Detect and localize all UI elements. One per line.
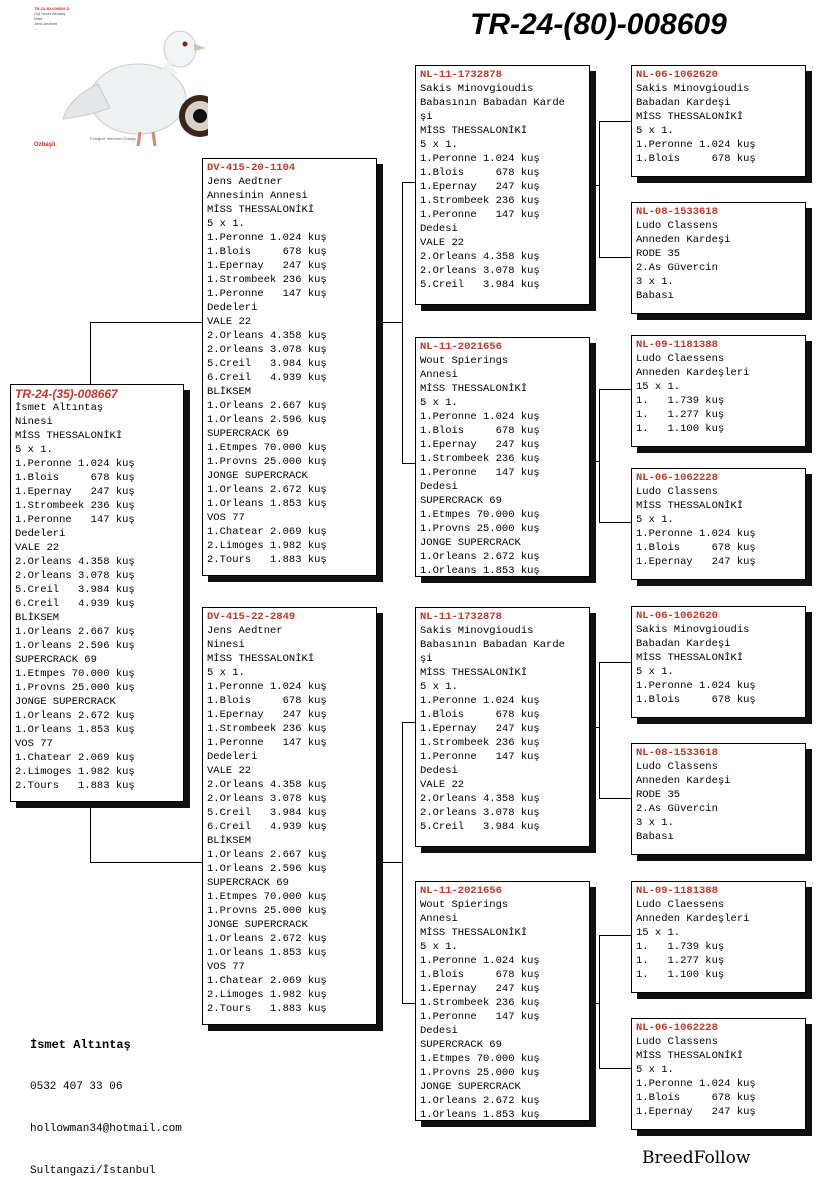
pedigree-line: 1.Chatear 2.069 kuş [207, 526, 327, 538]
pedigree-line: 1.Strombeek 236 kuş [207, 274, 327, 286]
pedigree-line: 1.Etmpes 70.000 kuş [420, 1053, 540, 1065]
photo-mini-text [34, 6, 90, 31]
pedigree-line: 2.Orleans 3.078 kuş [420, 265, 540, 277]
pedigree-line: 1.Orleans 2.667 kuş [15, 626, 135, 638]
pedigree-line: 6.Creil 4.939 kuş [15, 598, 135, 610]
pedigree-line: 5 x 1. [636, 125, 674, 137]
pedigree-line: 1.Orleans 1.853 kuş [420, 565, 540, 577]
pedigree-line: 5 x 1. [15, 444, 53, 456]
pedigree-line: MİSS THESSALONİKİ [636, 652, 744, 664]
ring-number: NL-06-1062620 [636, 610, 718, 622]
pedigree-line: 1. 1.100 kuş [636, 423, 725, 435]
pedigree-box-great-great-grandparent [631, 881, 806, 993]
pedigree-line: JONGE SUPERCRACK [15, 696, 116, 708]
pedigree-line: Ludo Claessens [636, 353, 725, 365]
ring-number: NL-11-1732878 [420, 69, 502, 81]
pedigree-line: 1.Peronne 147 kuş [420, 209, 540, 221]
connector-line [377, 862, 403, 863]
pedigree-line: 1.Orleans 2.596 kuş [207, 863, 327, 875]
pedigree-line: 1.Blois 678 kuş [420, 969, 540, 981]
connector-line [599, 522, 633, 523]
pedigree-line: 1. 1.277 kuş [636, 955, 725, 967]
pedigree-line: 1.Orleans 2.672 kuş [207, 933, 327, 945]
connector-line [599, 257, 633, 258]
pedigree-line: Anneden Kardeşleri [636, 367, 750, 379]
pedigree-line: BLİKSEM [15, 612, 60, 624]
pedigree-line: Babadan Kardeşi [636, 97, 731, 109]
pedigree-line: 1.Epernay 247 kuş [420, 723, 540, 735]
pedigree-line: 1.Peronne 147 kuş [420, 751, 540, 763]
pedigree-line: 1.Orleans 2.667 kuş [207, 849, 327, 861]
pedigree-line: 1.Etmpes 70.000 kuş [15, 668, 135, 680]
pedigree-line: 6.Creil 4.939 kuş [207, 821, 327, 833]
ring-number: NL-06-1062228 [636, 1022, 718, 1034]
pedigree-line: VOS 77 [207, 512, 245, 524]
pedigree-line: 1.Blois 678 kuş [207, 246, 327, 258]
pedigree-line: 1.Blois 678 kuş [420, 425, 540, 437]
pedigree-line: MİSS THESSALONİKİ [207, 653, 315, 665]
pedigree-line: 5 x 1. [636, 514, 674, 526]
pedigree-line: 1.Blois 678 kuş [636, 1092, 756, 1104]
pedigree-line: 1.Peronne 1.024 kuş [207, 681, 327, 693]
pedigree-line: VALE 22 [15, 542, 60, 554]
pedigree-line: VOS 77 [207, 961, 245, 973]
pedigree-line: MİSS THESSALONİKİ [636, 111, 744, 123]
pedigree-line: 2.Tours 1.883 kuş [15, 780, 135, 792]
ring-number: DV-415-20-1104 [207, 162, 296, 174]
pedigree-line: Sakis Minovgioudis [420, 625, 534, 637]
pedigree-line: Babası [636, 290, 674, 302]
pedigree-line: SUPERCRACK 69 [15, 654, 97, 666]
pedigree-line: 1.Orleans 1.853 kuş [420, 1109, 540, 1121]
pedigree-line: 1.Peronne 1.024 kuş [636, 139, 756, 151]
pedigree-line: 1.Epernay 247 kuş [420, 439, 540, 451]
pedigree-line: 2.Orleans 3.078 kuş [207, 793, 327, 805]
pedigree-line: VALE 22 [420, 779, 465, 791]
pedigree-line: 5.Creil 3.984 kuş [420, 821, 540, 833]
pedigree-line: şi [420, 111, 433, 123]
pedigree-line: 1.Peronne 147 kuş [420, 467, 540, 479]
pedigree-line: 1.Peronne 147 kuş [207, 288, 327, 300]
pedigree-line: Ludo Claessens [636, 899, 725, 911]
connector-line [599, 121, 600, 258]
pedigree-line: 1.Orleans 1.853 kuş [15, 724, 135, 736]
pedigree-line: 1.Provns 25.000 kuş [420, 523, 540, 535]
pedigree-line: Jens Aedtner [207, 176, 283, 188]
connector-line [599, 662, 633, 663]
pedigree-line: Wout Spierings [420, 899, 509, 911]
pedigree-line: Dedesi [420, 1025, 458, 1037]
pigeon-photo [28, 4, 208, 156]
pedigree-line: 1.Strombeek 236 kuş [207, 723, 327, 735]
pedigree-line: 2.Orleans 4.358 kuş [207, 779, 327, 791]
pedigree-line: 1.Peronne 1.024 kuş [636, 680, 756, 692]
pedigree-line: 1.Blois 678 kuş [636, 694, 756, 706]
pedigree-line: 2.As Güvercin [636, 803, 718, 815]
pedigree-title: TR-24-(80)-008609 [470, 8, 727, 41]
pedigree-line: 2.Orleans 3.078 kuş [420, 807, 540, 819]
pedigree-line: Dedesi [420, 765, 458, 777]
pedigree-line: Babadan Kardeşi [636, 638, 731, 650]
pedigree-line: BLİKSEM [207, 386, 252, 398]
pedigree-line: 15 x 1. [636, 381, 681, 393]
pedigree-line: SUPERCRACK 69 [207, 877, 289, 889]
pedigree-line: 1.Epernay 247 kuş [207, 260, 327, 272]
pedigree-line: 5 x 1. [420, 941, 458, 953]
pedigree-line: 1.Provns 25.000 kuş [15, 682, 135, 694]
pedigree-line: 1.Orleans 2.672 kuş [420, 1095, 540, 1107]
connector-line [599, 935, 600, 1069]
pedigree-line: MİSS THESSALONİKİ [420, 125, 528, 137]
pedigree-line: Babasının Babadan Karde [420, 97, 565, 109]
pedigree-line: 5 x 1. [420, 397, 458, 409]
pedigree-line: 2.As Güvercin [636, 262, 718, 274]
pedigree-line: 5.Creil 3.984 kuş [207, 358, 327, 370]
pedigree-line: 1.Blois 678 kuş [636, 542, 756, 554]
photo-mini-line: Jens Aedtner [34, 21, 58, 26]
pedigree-line: 5 x 1. [420, 681, 458, 693]
pedigree-line: 1.Orleans 1.853 kuş [207, 947, 327, 959]
pedigree-line: MİSS THESSALONİKİ [207, 204, 315, 216]
pedigree-line: 5 x 1. [420, 139, 458, 151]
pedigree-line: 1.Blois 678 kuş [15, 472, 135, 484]
pedigree-line: 3 x 1. [636, 817, 674, 829]
pedigree-line: Jens Aedtner [207, 625, 283, 637]
pedigree-line: MİSS THESSALONİKİ [420, 383, 528, 395]
brand-watermark: BreedFollow [642, 1148, 751, 1168]
pedigree-line: MİSS THESSALONİKİ [636, 500, 744, 512]
pedigree-line: 1.Strombeek 236 kuş [420, 195, 540, 207]
connector-line [402, 182, 403, 464]
pedigree-line: 1.Peronne 1.024 kuş [636, 1078, 756, 1090]
owner-phone: 0532 407 33 06 [30, 1081, 123, 1093]
pedigree-line: 1.Provns 25.000 kuş [207, 456, 327, 468]
pedigree-box-great-great-grandparent [631, 1018, 806, 1130]
pedigree-line: 1.Peronne 1.024 kuş [420, 153, 540, 165]
pedigree-line: 2.Orleans 4.358 kuş [207, 330, 327, 342]
pedigree-line: RODE 35 [636, 789, 681, 801]
pedigree-line: 2.Orleans 3.078 kuş [207, 344, 327, 356]
pedigree-line: 1.Strombeek 236 kuş [420, 737, 540, 749]
pedigree-line: 5.Creil 3.984 kuş [420, 279, 540, 291]
pedigree-line: 1.Etmpes 70.000 kuş [207, 891, 327, 903]
connector-line [402, 722, 403, 1004]
pedigree-line: 1.Epernay 247 kuş [636, 1106, 756, 1118]
pedigree-line: MİSS THESSALONİKİ [420, 927, 528, 939]
pedigree-line: MİSS THESSALONİKİ [636, 1050, 744, 1062]
pedigree-box-great-grandparent [415, 881, 590, 1121]
pedigree-line: 1.Chatear 2.069 kuş [207, 975, 327, 987]
pedigree-line: Sakis Minovgioudis [420, 83, 534, 95]
connector-line [599, 389, 633, 390]
pedigree-line: 1.Blois 678 kuş [636, 153, 756, 165]
pedigree-line: VOS 77 [15, 738, 53, 750]
pedigree-line: 2.Orleans 4.358 kuş [15, 556, 135, 568]
pedigree-line: 1.Etmpes 70.000 kuş [207, 442, 327, 454]
pedigree-line: 2.Tours 1.883 kuş [207, 1003, 327, 1015]
ring-number: NL-08-1533618 [636, 747, 718, 759]
pedigree-line: 1.Orleans 2.672 kuş [207, 484, 327, 496]
pedigree-box-great-great-grandparent [631, 335, 806, 447]
pedigree-line: 5 x 1. [207, 667, 245, 679]
pedigree-line: Sakis Minovgioudis [636, 624, 750, 636]
pedigree-line: 1.Peronne 147 kuş [15, 514, 135, 526]
pedigree-line: 1.Orleans 2.596 kuş [15, 640, 135, 652]
pedigree-line: 1.Strombeek 236 kuş [15, 500, 135, 512]
pedigree-line: Anneden Kardeşi [636, 775, 731, 787]
pedigree-line: 1.Etmpes 70.000 kuş [420, 509, 540, 521]
ring-number: NL-09-1181388 [636, 339, 718, 351]
pedigree-line: 1.Provns 25.000 kuş [207, 905, 327, 917]
connector-line [377, 322, 403, 323]
photo-mini-ring: TR-23-80-008609 D [34, 6, 70, 11]
pedigree-line: 2.Tours 1.883 kuş [207, 554, 327, 566]
pedigree-line: Dedesi [420, 481, 458, 493]
pedigree-line: Ludo Classens [636, 1036, 718, 1048]
pedigree-line: 1.Peronne 147 kuş [207, 737, 327, 749]
pedigree-line: VALE 22 [207, 765, 252, 777]
pedigree-box-sire [10, 384, 184, 802]
pedigree-line: Dedesi [420, 223, 458, 235]
pedigree-line: 1. 1.739 kuş [636, 941, 725, 953]
ring-number: NL-06-1062228 [636, 472, 718, 484]
pedigree-line: Babası [636, 831, 674, 843]
pedigree-box-great-grandparent [415, 65, 590, 305]
pedigree-line: 2.Orleans 3.078 kuş [15, 570, 135, 582]
owner-info [30, 1010, 182, 1192]
pedigree-box-great-great-grandparent [631, 202, 806, 314]
pedigree-line: 1.Blois 678 kuş [420, 167, 540, 179]
connector-line [599, 1068, 633, 1069]
pedigree-line: 1.Orleans 2.667 kuş [207, 400, 327, 412]
pedigree-line: Babasının Babadan Karde [420, 639, 565, 651]
pedigree-line: Ludo Classens [636, 220, 718, 232]
pedigree-line: 1.Orleans 1.853 kuş [207, 498, 327, 510]
pedigree-line: Dedeleri [207, 751, 258, 763]
pedigree-line: Sakis Minovgioudis [636, 83, 750, 95]
pedigree-line: 2.Orleans 4.358 kuş [420, 793, 540, 805]
pedigree-line: 1.Peronne 147 kuş [420, 1011, 540, 1023]
pedigree-line: şi [420, 653, 433, 665]
owner-email: hollowman34@hotmail.com [30, 1123, 182, 1135]
connector-line [90, 800, 91, 863]
pedigree-line: Ludo Classens [636, 761, 718, 773]
connector-line [599, 121, 633, 122]
pedigree-line: İsmet Altıntaş [15, 402, 104, 414]
pedigree-line: 5.Creil 3.984 kuş [207, 807, 327, 819]
pedigree-line: 1.Epernay 247 kuş [420, 983, 540, 995]
connector-line [599, 662, 600, 799]
connector-line [90, 322, 206, 323]
pedigree-line: 1.Strombeek 236 kuş [420, 997, 540, 1009]
pedigree-line: JONGE SUPERCRACK [207, 919, 308, 931]
pedigree-line: 1.Chatear 2.069 kuş [15, 752, 135, 764]
pedigree-line: 1.Epernay 247 kuş [207, 709, 327, 721]
pedigree-line: 1.Orleans 2.672 kuş [420, 551, 540, 563]
pedigree-line: Anneden Kardeşleri [636, 913, 750, 925]
photo-mini-line: ... [34, 26, 38, 31]
pedigree-line: 1.Epernay 247 kuş [15, 486, 135, 498]
pedigree-line: 2.Limoges 1.982 kuş [207, 989, 327, 1001]
pedigree-box-grandparent [202, 158, 377, 576]
pedigree-box-great-great-grandparent [631, 606, 806, 718]
pedigree-line: 2.Orleans 4.358 kuş [420, 251, 540, 263]
pedigree-line: 1.Peronne 1.024 kuş [636, 528, 756, 540]
ring-number: NL-06-1062620 [636, 69, 718, 81]
pedigree-line: 1. 1.277 kuş [636, 409, 725, 421]
pedigree-line: 3 x 1. [636, 276, 674, 288]
pedigree-box-grandparent [202, 607, 377, 1025]
pedigree-line: SUPERCRACK 69 [420, 1039, 502, 1051]
ring-number: NL-09-1181388 [636, 885, 718, 897]
pedigree-line: 2.Limoges 1.982 kuş [207, 540, 327, 552]
pedigree-line: Anneden Kardeşi [636, 234, 731, 246]
pedigree-line: Ninesi [207, 639, 245, 651]
pedigree-line: MİSS THESSALONİKİ [15, 430, 123, 442]
pedigree-line: Ninesi [15, 416, 53, 428]
pedigree-line: MİSS THESSALONİKİ [420, 667, 528, 679]
pedigree-box-great-great-grandparent [631, 743, 806, 855]
pedigree-line: JONGE SUPERCRACK [207, 470, 308, 482]
pedigree-line: 6.Creil 4.939 kuş [207, 372, 327, 384]
pedigree-line: 1. 1.739 kuş [636, 395, 725, 407]
pedigree-line: 1. 1.100 kuş [636, 969, 725, 981]
pedigree-box-great-great-grandparent [631, 468, 806, 580]
pedigree-line: 1.Epernay 247 kuş [420, 181, 540, 193]
pedigree-line: 1.Peronne 1.024 kuş [420, 955, 540, 967]
connector-line [599, 389, 600, 523]
ring-number: NL-11-1732878 [420, 611, 502, 623]
pedigree-line: 2.Limoges 1.982 kuş [15, 766, 135, 778]
pedigree-line: 1.Peronne 1.024 kuş [15, 458, 135, 470]
ring-number: NL-11-2021656 [420, 341, 502, 353]
pedigree-line: 1.Epernay 247 kuş [636, 556, 756, 568]
pedigree-box-great-great-grandparent [631, 65, 806, 177]
pedigree-line: Annesi [420, 369, 458, 381]
ring-number: NL-08-1533618 [636, 206, 718, 218]
pedigree-line: 1.Strombeek 236 kuş [420, 453, 540, 465]
connector-line [90, 862, 206, 863]
owner-name: İsmet Altıntaş [30, 1038, 131, 1052]
pedigree-line: Dedeleri [15, 528, 66, 540]
pedigree-line: SUPERCRACK 69 [420, 495, 502, 507]
pedigree-line: SUPERCRACK 69 [207, 428, 289, 440]
connector-line [599, 935, 633, 936]
pedigree-box-great-grandparent [415, 607, 590, 847]
ring-number: NL-11-2021656 [420, 885, 502, 897]
photo-mini-line: Orji İsmet Altıntaş [34, 11, 66, 16]
pedigree-line: JONGE SUPERCRACK [420, 537, 521, 549]
ring-number: TR-24-(35)-008667 [15, 387, 118, 401]
photo-logo: Ozbaşlı [34, 142, 56, 148]
pedigree-line: Annesi [420, 913, 458, 925]
connector-line [90, 322, 91, 384]
pedigree-line: 5 x 1. [636, 1064, 674, 1076]
pedigree-line: 1.Peronne 1.024 kuş [420, 695, 540, 707]
pedigree-line: VALE 22 [207, 316, 252, 328]
pedigree-line: 15 x 1. [636, 927, 681, 939]
photo-caption: Fotoğraf: Mehmet Özbaşlı [90, 136, 137, 141]
pedigree-line: 1.Orleans 2.596 kuş [207, 414, 327, 426]
pedigree-line: 1.Blois 678 kuş [420, 709, 540, 721]
pedigree-line: RODE 35 [636, 248, 681, 260]
pedigree-line: 1.Provns 25.000 kuş [420, 1067, 540, 1079]
photo-mini-line: Nine [34, 16, 43, 21]
pedigree-line: Ludo Classens [636, 486, 718, 498]
pedigree-line: Wout Spierings [420, 355, 509, 367]
pedigree-line: BLİKSEM [207, 835, 252, 847]
owner-city: Sultangazi/İstanbul [30, 1165, 156, 1177]
pedigree-line: Annesinin Annesi [207, 190, 308, 202]
pedigree-box-great-grandparent [415, 337, 590, 577]
pedigree-line: 5 x 1. [207, 218, 245, 230]
pedigree-line: 5 x 1. [636, 666, 674, 678]
pedigree-line: 1.Peronne 1.024 kuş [420, 411, 540, 423]
connector-line [599, 798, 633, 799]
pedigree-line: 5.Creil 3.984 kuş [15, 584, 135, 596]
pedigree-line: 1.Orleans 2.672 kuş [15, 710, 135, 722]
pedigree-line: 1.Blois 678 kuş [207, 695, 327, 707]
pedigree-line: VALE 22 [420, 237, 465, 249]
pedigree-line: Dedeleri [207, 302, 258, 314]
ring-number: DV-415-22-2849 [207, 611, 296, 623]
pedigree-line: 1.Peronne 1.024 kuş [207, 232, 327, 244]
pedigree-line: JONGE SUPERCRACK [420, 1081, 521, 1093]
